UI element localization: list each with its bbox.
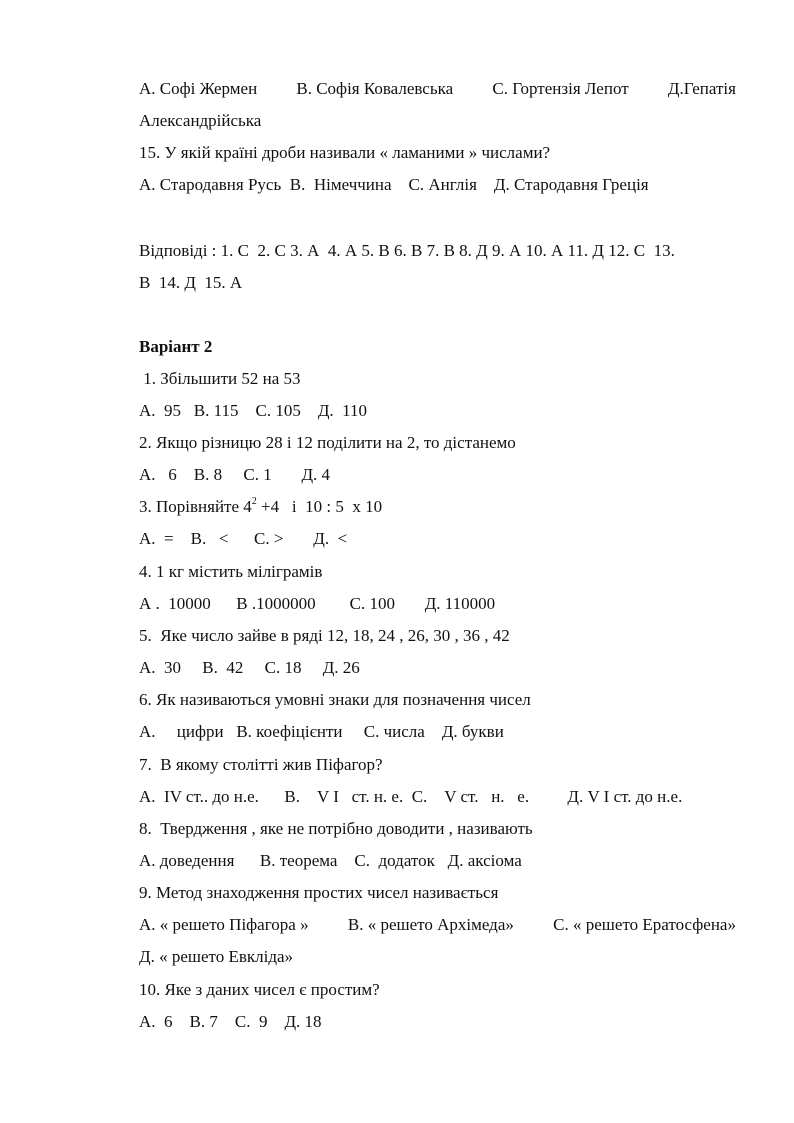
q1-question: 1. Збільшити 52 на 53 — [139, 369, 301, 388]
q8-options: А. доведення В. теорема С. додаток Д. аксіома — [139, 851, 522, 870]
q9-option-b: В. « решето Архімеда» — [347, 915, 514, 934]
variant-heading: Варіант 2 — [139, 337, 213, 356]
q3-options: А. = В. < С. > Д. < — [139, 529, 348, 548]
q14-option-d-continuation: Александрійська — [139, 111, 262, 130]
q2-options: А. 6 В. 8 С. 1 Д. 4 — [139, 465, 331, 484]
q10-question: 10. Яке з даних чисел є простим? — [139, 980, 380, 999]
q9-options-line — [139, 915, 736, 935]
q14-option-d: Д.Гепатія — [667, 79, 736, 98]
q2-question: 2. Якщо різницю 28 і 12 поділити на 2, то дістанемо — [139, 433, 516, 452]
answers-line-2: В 14. Д 15. А — [139, 273, 243, 292]
q9-question: 9. Метод знаходження простих чисел називається — [139, 883, 499, 902]
q14-option-c: С. Гортензія Лепот — [492, 79, 629, 98]
q3-question-end: +4 і 10 : 5 х 10 — [256, 497, 383, 516]
q6-options: А. цифри В. коефіцієнти С. числа Д. букви — [139, 722, 504, 741]
q10-options: А. 6 В. 7 С. 9 Д. 18 — [139, 1012, 322, 1031]
q8-question: 8. Твердження , яке не потрібно доводити , називають — [139, 819, 533, 838]
q3-exponent: 2 — [251, 496, 257, 507]
q9-option-c: С. « решето Ератосфена» — [553, 915, 736, 934]
q9-option-a: А. « решето Піфагора » — [139, 915, 309, 934]
q7-question: 7. В якому столітті жив Піфагор? — [139, 755, 383, 774]
q5-question: 5. Яке число зайве в ряді 12, 18, 24 , 26, 30 , 36 , 42 — [139, 626, 510, 645]
q15-question: 15. У якій країні дроби називали « ламаними » числами? — [139, 143, 551, 162]
q1-options: А. 95 В. 115 С. 105 Д. 110 — [139, 401, 368, 420]
q14-option-b: В. Софія Ковалевська — [296, 79, 454, 98]
q7-options: А. IV ст.. до н.е. В. V І ст. н. е. С. V ст. н. е. Д. V І ст. до н.е. — [139, 787, 683, 806]
q6-question: 6. Як називаються умовні знаки для позначення чисел — [139, 690, 531, 709]
answers-line-1: Відповіді : 1. С 2. С 3. А 4. А 5. В 6. В 7. В 8. Д 9. А 10. А 11. Д 12. С 13. — [139, 241, 675, 260]
q15-options: А. Стародавня Русь В. Німеччина С. Англія Д. Стародавня Греція — [139, 175, 649, 194]
q3-question-start: 3. Порівняйте 4 — [139, 497, 252, 516]
q3-question — [139, 497, 382, 520]
q4-question: 4. 1 кг містить міліграмів — [139, 562, 323, 581]
q4-options: А . 10000 В .1000000 С. 100 Д. 110000 — [139, 594, 496, 613]
q14-options-line — [139, 79, 736, 99]
q5-options: А. 30 В. 42 С. 18 Д. 26 — [139, 658, 360, 677]
q9-option-d: Д. « решето Евкліда» — [139, 947, 294, 966]
q14-option-a: А. Софі Жермен — [139, 79, 258, 98]
